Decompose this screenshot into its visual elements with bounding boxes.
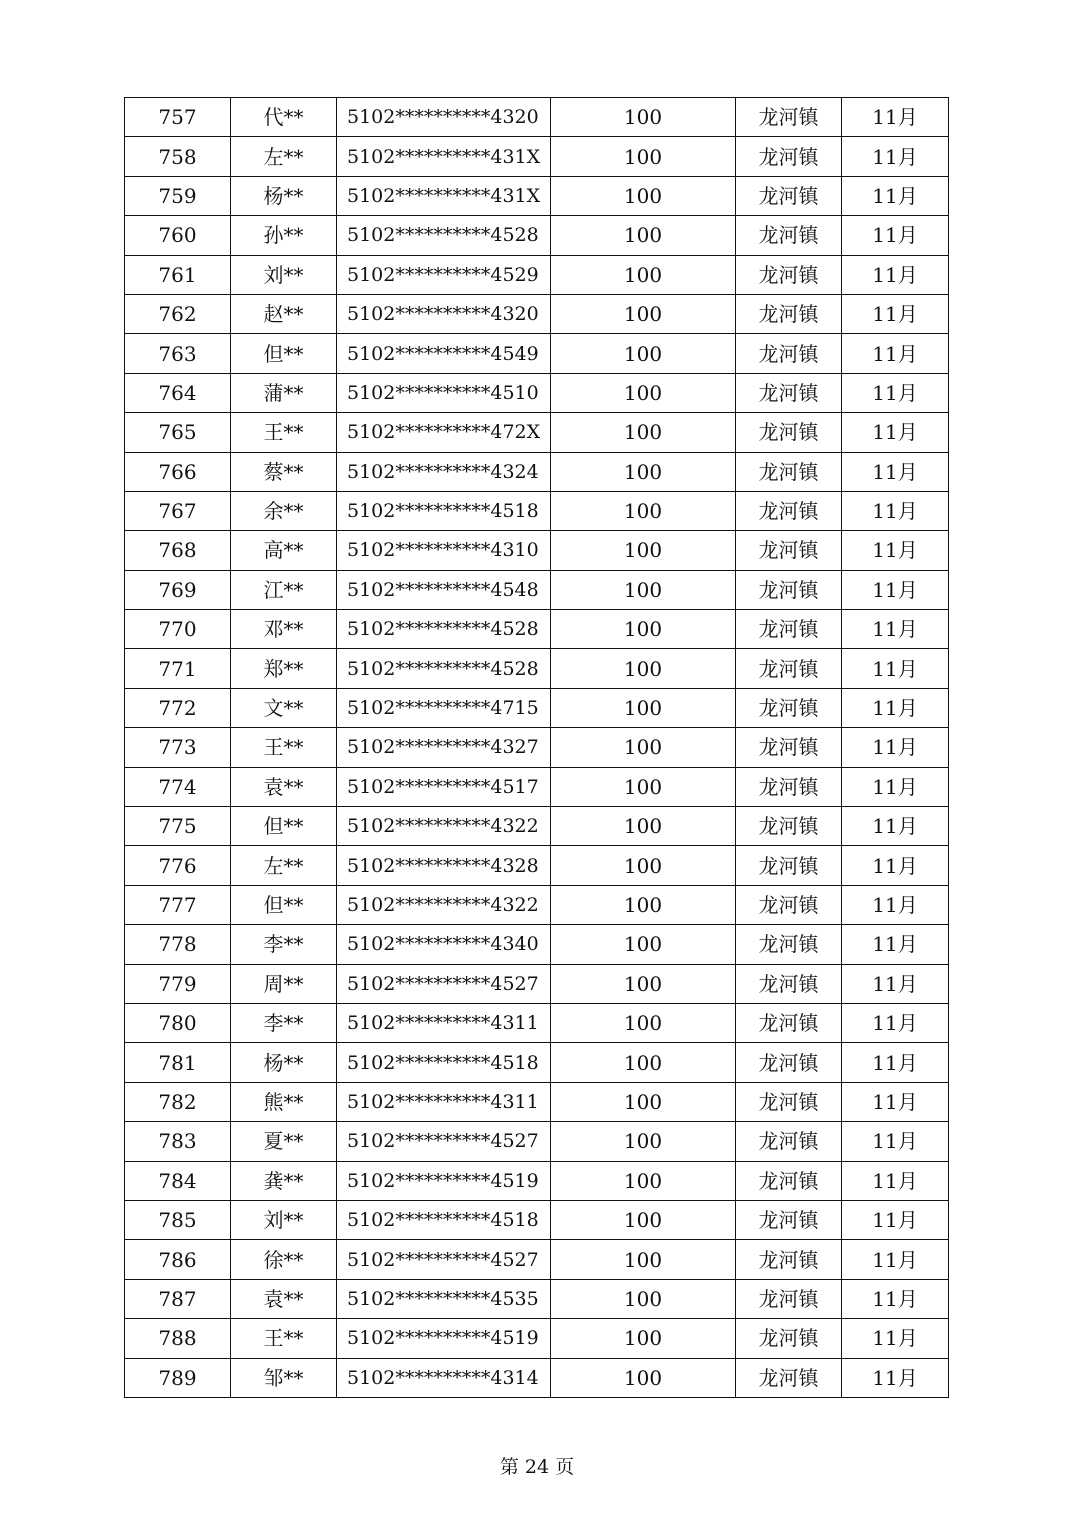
- id-number-cell: 5102**********4527: [337, 964, 551, 1003]
- id-number-cell: 5102**********4322: [337, 807, 551, 846]
- table-row: [125, 1319, 949, 1358]
- id-number-cell: 5102**********4310: [337, 531, 551, 570]
- id-number-cell: 5102**********4548: [337, 570, 551, 609]
- month-cell: 11月: [842, 216, 949, 255]
- town-cell: 龙河镇: [736, 413, 842, 452]
- name-cell: 蔡**: [231, 452, 337, 491]
- serial-number-cell: 761: [125, 255, 231, 294]
- serial-number-cell: 771: [125, 649, 231, 688]
- month-cell: 11月: [842, 176, 949, 215]
- month-cell: 11月: [842, 728, 949, 767]
- name-cell: 周**: [231, 964, 337, 1003]
- name-cell: 高**: [231, 531, 337, 570]
- amount-cell: 100: [551, 610, 736, 649]
- name-cell: 左**: [231, 137, 337, 176]
- month-cell: 11月: [842, 649, 949, 688]
- amount-cell: 100: [551, 1240, 736, 1279]
- month-cell: 11月: [842, 570, 949, 609]
- table-row: [125, 531, 949, 570]
- table-row: [125, 452, 949, 491]
- town-cell: 龙河镇: [736, 255, 842, 294]
- amount-cell: 100: [551, 728, 736, 767]
- id-number-cell: 5102**********4510: [337, 373, 551, 412]
- id-number-cell: 5102**********4528: [337, 610, 551, 649]
- serial-number-cell: 783: [125, 1122, 231, 1161]
- id-number-cell: 5102**********4535: [337, 1279, 551, 1318]
- month-cell: 11月: [842, 1003, 949, 1042]
- amount-cell: 100: [551, 885, 736, 924]
- id-number-cell: 5102**********4518: [337, 1200, 551, 1239]
- month-cell: 11月: [842, 452, 949, 491]
- town-cell: 龙河镇: [736, 925, 842, 964]
- town-cell: 龙河镇: [736, 964, 842, 1003]
- month-cell: 11月: [842, 255, 949, 294]
- id-number-cell: 5102**********4324: [337, 452, 551, 491]
- serial-number-cell: 780: [125, 1003, 231, 1042]
- table-row: [125, 98, 949, 137]
- month-cell: 11月: [842, 491, 949, 530]
- month-cell: 11月: [842, 1161, 949, 1200]
- id-number-cell: 5102**********4327: [337, 728, 551, 767]
- table-row: [125, 1200, 949, 1239]
- name-cell: 杨**: [231, 1043, 337, 1082]
- month-cell: 11月: [842, 531, 949, 570]
- name-cell: 赵**: [231, 294, 337, 333]
- town-cell: 龙河镇: [736, 1279, 842, 1318]
- serial-number-cell: 766: [125, 452, 231, 491]
- table-row: [125, 649, 949, 688]
- town-cell: 龙河镇: [736, 1122, 842, 1161]
- amount-cell: 100: [551, 413, 736, 452]
- serial-number-cell: 769: [125, 570, 231, 609]
- serial-number-cell: 770: [125, 610, 231, 649]
- name-cell: 邓**: [231, 610, 337, 649]
- id-number-cell: 5102**********4528: [337, 216, 551, 255]
- town-cell: 龙河镇: [736, 98, 842, 137]
- serial-number-cell: 773: [125, 728, 231, 767]
- name-cell: 熊**: [231, 1082, 337, 1121]
- month-cell: 11月: [842, 925, 949, 964]
- table-row: [125, 807, 949, 846]
- town-cell: 龙河镇: [736, 1161, 842, 1200]
- amount-cell: 100: [551, 1161, 736, 1200]
- id-number-cell: 5102**********4320: [337, 294, 551, 333]
- month-cell: 11月: [842, 964, 949, 1003]
- name-cell: 夏**: [231, 1122, 337, 1161]
- id-number-cell: 5102**********431X: [337, 176, 551, 215]
- serial-number-cell: 759: [125, 176, 231, 215]
- table-row: [125, 1358, 949, 1397]
- amount-cell: 100: [551, 649, 736, 688]
- name-cell: 王**: [231, 1319, 337, 1358]
- serial-number-cell: 787: [125, 1279, 231, 1318]
- month-cell: 11月: [842, 807, 949, 846]
- serial-number-cell: 786: [125, 1240, 231, 1279]
- town-cell: 龙河镇: [736, 649, 842, 688]
- amount-cell: 100: [551, 294, 736, 333]
- id-number-cell: 5102**********4527: [337, 1240, 551, 1279]
- month-cell: 11月: [842, 1082, 949, 1121]
- month-cell: 11月: [842, 294, 949, 333]
- name-cell: 徐**: [231, 1240, 337, 1279]
- town-cell: 龙河镇: [736, 491, 842, 530]
- name-cell: 邹**: [231, 1358, 337, 1397]
- serial-number-cell: 763: [125, 334, 231, 373]
- serial-number-cell: 775: [125, 807, 231, 846]
- name-cell: 刘**: [231, 1200, 337, 1239]
- name-cell: 郑**: [231, 649, 337, 688]
- table-row: [125, 570, 949, 609]
- serial-number-cell: 767: [125, 491, 231, 530]
- table-row: [125, 925, 949, 964]
- serial-number-cell: 788: [125, 1319, 231, 1358]
- serial-number-cell: 757: [125, 98, 231, 137]
- amount-cell: 100: [551, 1358, 736, 1397]
- id-number-cell: 5102**********431X: [337, 137, 551, 176]
- amount-cell: 100: [551, 1200, 736, 1239]
- table-row: [125, 334, 949, 373]
- id-number-cell: 5102**********4518: [337, 1043, 551, 1082]
- month-cell: 11月: [842, 610, 949, 649]
- month-cell: 11月: [842, 1122, 949, 1161]
- name-cell: 龚**: [231, 1161, 337, 1200]
- id-number-cell: 5102**********4549: [337, 334, 551, 373]
- town-cell: 龙河镇: [736, 1043, 842, 1082]
- amount-cell: 100: [551, 767, 736, 806]
- town-cell: 龙河镇: [736, 610, 842, 649]
- serial-number-cell: 779: [125, 964, 231, 1003]
- town-cell: 龙河镇: [736, 137, 842, 176]
- town-cell: 龙河镇: [736, 452, 842, 491]
- month-cell: 11月: [842, 767, 949, 806]
- amount-cell: 100: [551, 1003, 736, 1042]
- month-cell: 11月: [842, 1200, 949, 1239]
- name-cell: 但**: [231, 807, 337, 846]
- month-cell: 11月: [842, 1043, 949, 1082]
- serial-number-cell: 764: [125, 373, 231, 412]
- id-number-cell: 5102**********4320: [337, 98, 551, 137]
- id-number-cell: 5102**********4311: [337, 1082, 551, 1121]
- table-row: [125, 1161, 949, 1200]
- month-cell: 11月: [842, 98, 949, 137]
- table-body: [125, 98, 949, 1398]
- serial-number-cell: 781: [125, 1043, 231, 1082]
- table-row: [125, 137, 949, 176]
- month-cell: 11月: [842, 334, 949, 373]
- table-row: [125, 294, 949, 333]
- amount-cell: 100: [551, 491, 736, 530]
- table-row: [125, 964, 949, 1003]
- month-cell: 11月: [842, 846, 949, 885]
- id-number-cell: 5102**********4519: [337, 1161, 551, 1200]
- name-cell: 左**: [231, 846, 337, 885]
- name-cell: 杨**: [231, 176, 337, 215]
- amount-cell: 100: [551, 452, 736, 491]
- name-cell: 袁**: [231, 1279, 337, 1318]
- month-cell: 11月: [842, 688, 949, 727]
- subsidy-roster-table: [124, 97, 949, 1398]
- serial-number-cell: 762: [125, 294, 231, 333]
- serial-number-cell: 768: [125, 531, 231, 570]
- amount-cell: 100: [551, 373, 736, 412]
- town-cell: 龙河镇: [736, 373, 842, 412]
- amount-cell: 100: [551, 1082, 736, 1121]
- table-row: [125, 1003, 949, 1042]
- id-number-cell: 5102**********4328: [337, 846, 551, 885]
- amount-cell: 100: [551, 964, 736, 1003]
- month-cell: 11月: [842, 1240, 949, 1279]
- town-cell: 龙河镇: [736, 531, 842, 570]
- table-row: [125, 1122, 949, 1161]
- name-cell: 余**: [231, 491, 337, 530]
- name-cell: 但**: [231, 334, 337, 373]
- serial-number-cell: 782: [125, 1082, 231, 1121]
- amount-cell: 100: [551, 846, 736, 885]
- serial-number-cell: 774: [125, 767, 231, 806]
- name-cell: 孙**: [231, 216, 337, 255]
- month-cell: 11月: [842, 373, 949, 412]
- amount-cell: 100: [551, 137, 736, 176]
- name-cell: 李**: [231, 925, 337, 964]
- name-cell: 代**: [231, 98, 337, 137]
- table-row: [125, 885, 949, 924]
- id-number-cell: 5102**********4314: [337, 1358, 551, 1397]
- id-number-cell: 5102**********4715: [337, 688, 551, 727]
- town-cell: 龙河镇: [736, 1240, 842, 1279]
- month-cell: 11月: [842, 885, 949, 924]
- table-row: [125, 255, 949, 294]
- amount-cell: 100: [551, 334, 736, 373]
- id-number-cell: 5102**********4322: [337, 885, 551, 924]
- serial-number-cell: 778: [125, 925, 231, 964]
- page-number: 第 24 页: [499, 1456, 575, 1478]
- town-cell: 龙河镇: [736, 767, 842, 806]
- town-cell: 龙河镇: [736, 1003, 842, 1042]
- town-cell: 龙河镇: [736, 216, 842, 255]
- table-row: [125, 728, 949, 767]
- town-cell: 龙河镇: [736, 688, 842, 727]
- town-cell: 龙河镇: [736, 176, 842, 215]
- table-row: [125, 688, 949, 727]
- amount-cell: 100: [551, 1279, 736, 1318]
- table-row: [125, 1043, 949, 1082]
- town-cell: 龙河镇: [736, 1200, 842, 1239]
- table-row: [125, 1082, 949, 1121]
- amount-cell: 100: [551, 807, 736, 846]
- name-cell: 刘**: [231, 255, 337, 294]
- month-cell: 11月: [842, 413, 949, 452]
- amount-cell: 100: [551, 570, 736, 609]
- amount-cell: 100: [551, 531, 736, 570]
- table-row: [125, 491, 949, 530]
- amount-cell: 100: [551, 1043, 736, 1082]
- amount-cell: 100: [551, 688, 736, 727]
- table-row: [125, 767, 949, 806]
- id-number-cell: 5102**********4518: [337, 491, 551, 530]
- name-cell: 文**: [231, 688, 337, 727]
- serial-number-cell: 784: [125, 1161, 231, 1200]
- name-cell: 李**: [231, 1003, 337, 1042]
- table-row: [125, 1240, 949, 1279]
- serial-number-cell: 758: [125, 137, 231, 176]
- town-cell: 龙河镇: [736, 294, 842, 333]
- amount-cell: 100: [551, 1122, 736, 1161]
- amount-cell: 100: [551, 98, 736, 137]
- town-cell: 龙河镇: [736, 1319, 842, 1358]
- name-cell: 王**: [231, 413, 337, 452]
- name-cell: 但**: [231, 885, 337, 924]
- serial-number-cell: 776: [125, 846, 231, 885]
- serial-number-cell: 789: [125, 1358, 231, 1397]
- table-row: [125, 610, 949, 649]
- id-number-cell: 5102**********4517: [337, 767, 551, 806]
- amount-cell: 100: [551, 255, 736, 294]
- serial-number-cell: 772: [125, 688, 231, 727]
- id-number-cell: 5102**********4529: [337, 255, 551, 294]
- town-cell: 龙河镇: [736, 846, 842, 885]
- id-number-cell: 5102**********4340: [337, 925, 551, 964]
- name-cell: 江**: [231, 570, 337, 609]
- town-cell: 龙河镇: [736, 1082, 842, 1121]
- table-row: [125, 413, 949, 452]
- amount-cell: 100: [551, 216, 736, 255]
- town-cell: 龙河镇: [736, 885, 842, 924]
- town-cell: 龙河镇: [736, 334, 842, 373]
- month-cell: 11月: [842, 1358, 949, 1397]
- name-cell: 王**: [231, 728, 337, 767]
- serial-number-cell: 777: [125, 885, 231, 924]
- table-row: [125, 176, 949, 215]
- town-cell: 龙河镇: [736, 728, 842, 767]
- table-row: [125, 216, 949, 255]
- month-cell: 11月: [842, 137, 949, 176]
- amount-cell: 100: [551, 1319, 736, 1358]
- month-cell: 11月: [842, 1279, 949, 1318]
- amount-cell: 100: [551, 925, 736, 964]
- id-number-cell: 5102**********4528: [337, 649, 551, 688]
- serial-number-cell: 765: [125, 413, 231, 452]
- serial-number-cell: 785: [125, 1200, 231, 1239]
- id-number-cell: 5102**********4519: [337, 1319, 551, 1358]
- amount-cell: 100: [551, 176, 736, 215]
- serial-number-cell: 760: [125, 216, 231, 255]
- id-number-cell: 5102**********472X: [337, 413, 551, 452]
- name-cell: 蒲**: [231, 373, 337, 412]
- month-cell: 11月: [842, 1319, 949, 1358]
- table-row: [125, 846, 949, 885]
- town-cell: 龙河镇: [736, 807, 842, 846]
- table-row: [125, 373, 949, 412]
- table-row: [125, 1279, 949, 1318]
- id-number-cell: 5102**********4311: [337, 1003, 551, 1042]
- name-cell: 袁**: [231, 767, 337, 806]
- id-number-cell: 5102**********4527: [337, 1122, 551, 1161]
- town-cell: 龙河镇: [736, 1358, 842, 1397]
- town-cell: 龙河镇: [736, 570, 842, 609]
